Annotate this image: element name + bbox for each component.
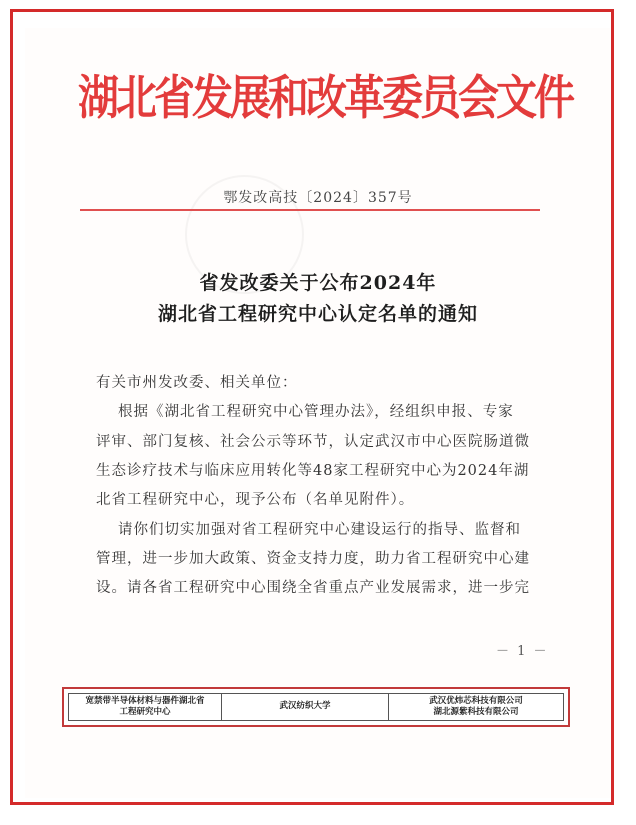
center-name-line-2: 工程研究中心 — [119, 707, 171, 717]
body-line: 北省工程研究中心，现予公布（名单见附件）。 — [96, 492, 415, 508]
body-line: 设。请各省工程研究中心围绕全省重点产业发展需求，进一步完 — [96, 580, 530, 596]
page-number: － 1 － — [496, 644, 549, 659]
table-cell-center-name — [69, 694, 222, 720]
host-unit-text: 武汉纺织大学 — [279, 701, 331, 712]
center-name-line-1: 宽禁带半导体材料与器件湖北省 — [85, 695, 205, 706]
partner-1-text: 武汉优炜芯科技有限公司 — [429, 695, 523, 706]
body-line: 生态诊疗技术与临床应用转化等48家工程研究中心为2024年湖 — [96, 463, 530, 479]
attachment-table-row — [62, 687, 570, 727]
notice-title-line-2: 湖北省工程研究中心认定名单的通知 — [157, 303, 478, 325]
table-cell-partners — [389, 694, 563, 720]
table-cell-host-unit — [222, 694, 389, 720]
document-header-title: 湖北省发展和改革委员会文件 — [78, 70, 572, 126]
notice-title-line-1: 省发改委关于公布2024年 — [199, 272, 437, 294]
salutation: 有关市州发改委、相关单位： — [96, 375, 298, 391]
table-row — [68, 693, 564, 721]
partner-2-text: 湖北源紫科技有限公司 — [433, 707, 519, 717]
body-line: 根据《湖北省工程研究中心管理办法》，经组织申报、专家 — [118, 404, 514, 420]
body-line: 评审、部门复核、社会公示等环节，认定武汉市中心医院肠道微 — [96, 434, 530, 450]
red-divider-line — [80, 209, 540, 211]
body-line: 请你们切实加强对省工程研究中心建设运行的指导、监督和 — [118, 522, 521, 538]
document-number: 鄂发改高技〔2024〕357号 — [223, 190, 413, 206]
body-line: 管理，进一步加大政策、资金支持力度，助力省工程研究中心建 — [96, 551, 530, 567]
